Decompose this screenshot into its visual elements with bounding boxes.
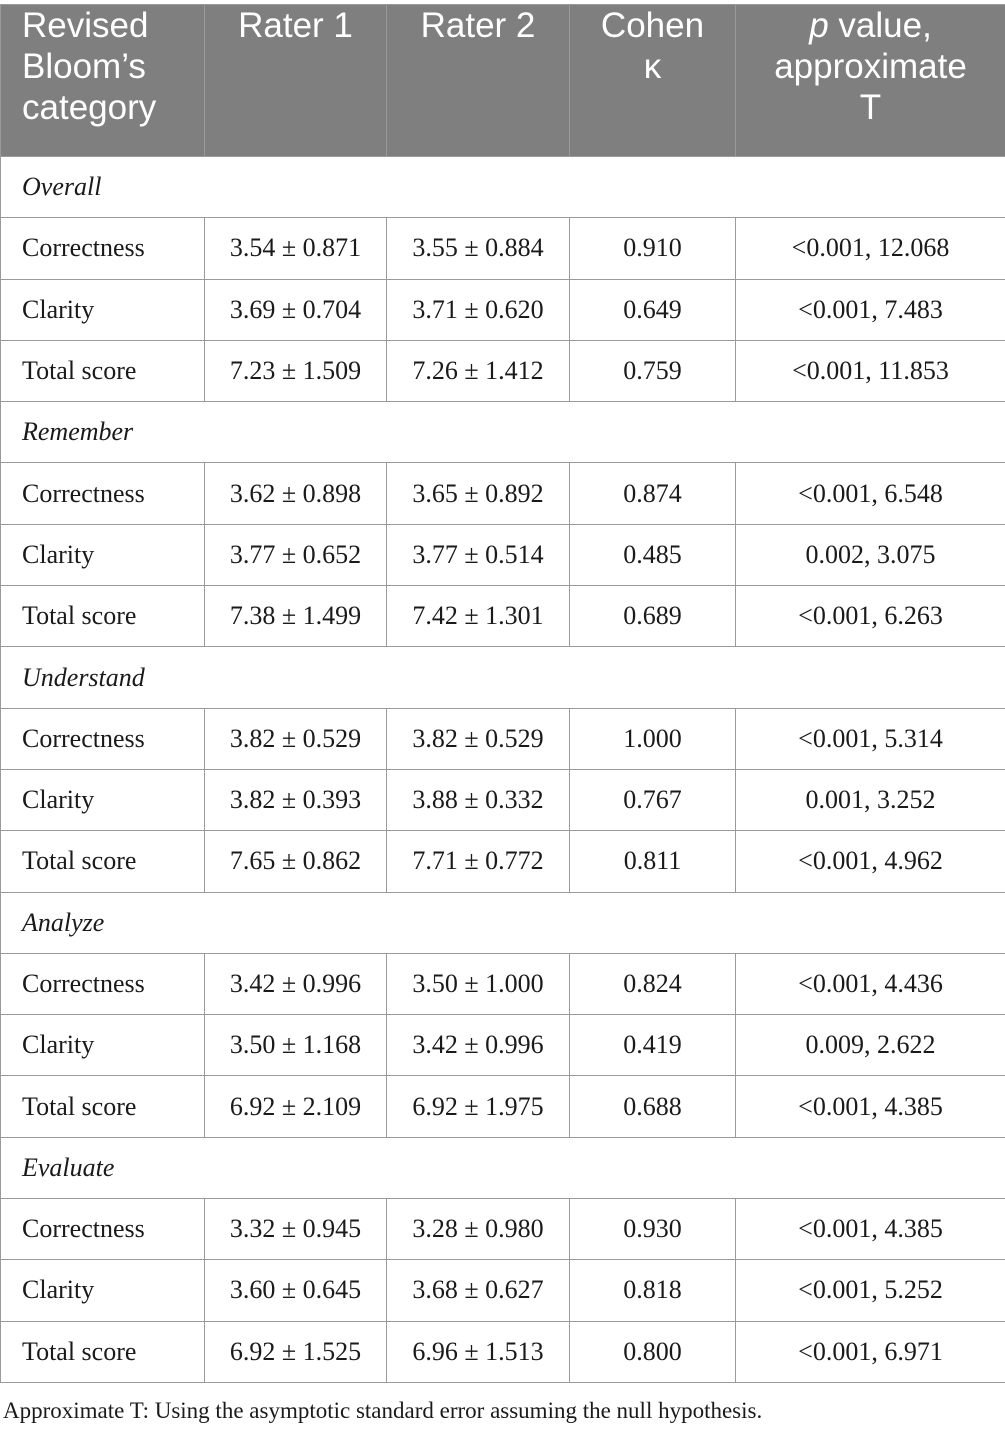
header-category (1, 5, 205, 157)
kappa-value: 0.689 (570, 586, 736, 647)
row-label: Total score (1, 831, 205, 892)
header-category-line-3: category (22, 88, 157, 127)
header-p-line-2: approximate (774, 47, 967, 86)
table-row (1, 769, 1005, 830)
rater-1-value: 7.23 ± 1.509 (205, 340, 387, 401)
table-row (1, 340, 1005, 401)
kappa-value: 0.930 (570, 1199, 736, 1260)
rater-1-value: 3.82 ± 0.393 (205, 769, 387, 830)
p-value: 0.009, 2.622 (736, 1015, 1005, 1076)
kappa-value: 0.818 (570, 1260, 736, 1321)
rater-1-value: 3.69 ± 0.704 (205, 279, 387, 340)
table-row (1, 463, 1005, 524)
section-row (1, 402, 1005, 463)
header-rater-2: Rater 2 (387, 5, 570, 157)
table-row (1, 1260, 1005, 1321)
kappa-value: 0.800 (570, 1321, 736, 1382)
header-p-line-3: T (859, 88, 882, 127)
rater-1-value: 3.62 ± 0.898 (205, 463, 387, 524)
kappa-value: 0.485 (570, 524, 736, 585)
section-title: Remember (1, 402, 1005, 463)
header-row (1, 5, 1005, 157)
kappa-value: 0.688 (570, 1076, 736, 1137)
row-label: Clarity (1, 1015, 205, 1076)
rater-2-value: 3.88 ± 0.332 (387, 769, 570, 830)
results-table (0, 4, 1005, 1383)
kappa-value: 0.824 (570, 953, 736, 1014)
kappa-value: 0.759 (570, 340, 736, 401)
rater-1-value: 3.42 ± 0.996 (205, 953, 387, 1014)
header-category-line-2: Bloom’s (22, 47, 146, 86)
kappa-value: 0.649 (570, 279, 736, 340)
table-row (1, 279, 1005, 340)
kappa-value: 0.811 (570, 831, 736, 892)
header-cohen-kappa (570, 5, 736, 157)
table-header (1, 5, 1005, 157)
header-cohen-line-1: Cohen (600, 6, 705, 45)
p-value: <0.001, 4.385 (736, 1076, 1005, 1137)
section-title: Understand (1, 647, 1005, 708)
section-row (1, 892, 1005, 953)
table-row (1, 1199, 1005, 1260)
rater-2-value: 3.50 ± 1.000 (387, 953, 570, 1014)
rater-2-value: 3.82 ± 0.529 (387, 708, 570, 769)
row-label: Correctness (1, 218, 205, 279)
rater-2-value: 3.55 ± 0.884 (387, 218, 570, 279)
header-p-rest: value, (828, 6, 932, 45)
rater-1-value: 6.92 ± 2.109 (205, 1076, 387, 1137)
rater-2-value: 7.42 ± 1.301 (387, 586, 570, 647)
row-label: Clarity (1, 524, 205, 585)
rater-1-value: 6.92 ± 1.525 (205, 1321, 387, 1382)
p-value: 0.002, 3.075 (736, 524, 1005, 585)
p-value: <0.001, 11.853 (736, 340, 1005, 401)
p-value: <0.001, 6.263 (736, 586, 1005, 647)
p-value: <0.001, 6.971 (736, 1321, 1005, 1382)
rater-1-value: 3.50 ± 1.168 (205, 1015, 387, 1076)
p-value: <0.001, 6.548 (736, 463, 1005, 524)
kappa-value: 1.000 (570, 708, 736, 769)
table-row (1, 218, 1005, 279)
rater-1-value: 3.54 ± 0.871 (205, 218, 387, 279)
section-title: Overall (1, 157, 1005, 218)
table-row (1, 1076, 1005, 1137)
section-title: Analyze (1, 892, 1005, 953)
rater-2-value: 6.92 ± 1.975 (387, 1076, 570, 1137)
p-value: <0.001, 5.252 (736, 1260, 1005, 1321)
table-row (1, 586, 1005, 647)
table-row (1, 1321, 1005, 1382)
header-p-value (736, 5, 1005, 157)
rater-2-value: 3.65 ± 0.892 (387, 463, 570, 524)
rater-2-value: 3.77 ± 0.514 (387, 524, 570, 585)
section-row (1, 157, 1005, 218)
rater-1-value: 3.60 ± 0.645 (205, 1260, 387, 1321)
row-label: Correctness (1, 708, 205, 769)
row-label: Correctness (1, 953, 205, 1014)
row-label: Clarity (1, 769, 205, 830)
rater-2-value: 3.68 ± 0.627 (387, 1260, 570, 1321)
p-value: <0.001, 12.068 (736, 218, 1005, 279)
row-label: Correctness (1, 463, 205, 524)
kappa-value: 0.419 (570, 1015, 736, 1076)
rater-1-value: 3.77 ± 0.652 (205, 524, 387, 585)
section-title: Evaluate (1, 1137, 1005, 1198)
table-row (1, 524, 1005, 585)
p-value: <0.001, 7.483 (736, 279, 1005, 340)
table-row (1, 708, 1005, 769)
p-value: <0.001, 4.962 (736, 831, 1005, 892)
kappa-value: 0.910 (570, 218, 736, 279)
table-footnote: Approximate T: Using the asymptotic standard error assuming the null hypothesis. (3, 1398, 763, 1423)
kappa-value: 0.767 (570, 769, 736, 830)
row-label: Total score (1, 586, 205, 647)
row-label: Total score (1, 1076, 205, 1137)
p-value: 0.001, 3.252 (736, 769, 1005, 830)
section-row (1, 647, 1005, 708)
header-p-italic: p (809, 6, 829, 45)
row-label: Correctness (1, 1199, 205, 1260)
p-value: <0.001, 4.436 (736, 953, 1005, 1014)
rater-2-value: 6.96 ± 1.513 (387, 1321, 570, 1382)
table-row (1, 953, 1005, 1014)
rater-1-value: 7.65 ± 0.862 (205, 831, 387, 892)
rater-2-value: 7.71 ± 0.772 (387, 831, 570, 892)
header-rater-1: Rater 1 (205, 5, 387, 157)
p-value: <0.001, 5.314 (736, 708, 1005, 769)
rater-1-value: 7.38 ± 1.499 (205, 586, 387, 647)
rater-1-value: 3.82 ± 0.529 (205, 708, 387, 769)
table-row (1, 1015, 1005, 1076)
header-category-line-1: Revised (22, 6, 149, 45)
kappa-value: 0.874 (570, 463, 736, 524)
section-row (1, 1137, 1005, 1198)
row-label: Clarity (1, 1260, 205, 1321)
rater-2-value: 3.28 ± 0.980 (387, 1199, 570, 1260)
table-row (1, 831, 1005, 892)
table-body (1, 157, 1005, 1383)
rater-2-value: 3.42 ± 0.996 (387, 1015, 570, 1076)
rater-2-value: 7.26 ± 1.412 (387, 340, 570, 401)
row-label: Total score (1, 1321, 205, 1382)
rater-2-value: 3.71 ± 0.620 (387, 279, 570, 340)
row-label: Clarity (1, 279, 205, 340)
p-value: <0.001, 4.385 (736, 1199, 1005, 1260)
rater-1-value: 3.32 ± 0.945 (205, 1199, 387, 1260)
header-cohen-line-2: κ (643, 47, 662, 86)
row-label: Total score (1, 340, 205, 401)
